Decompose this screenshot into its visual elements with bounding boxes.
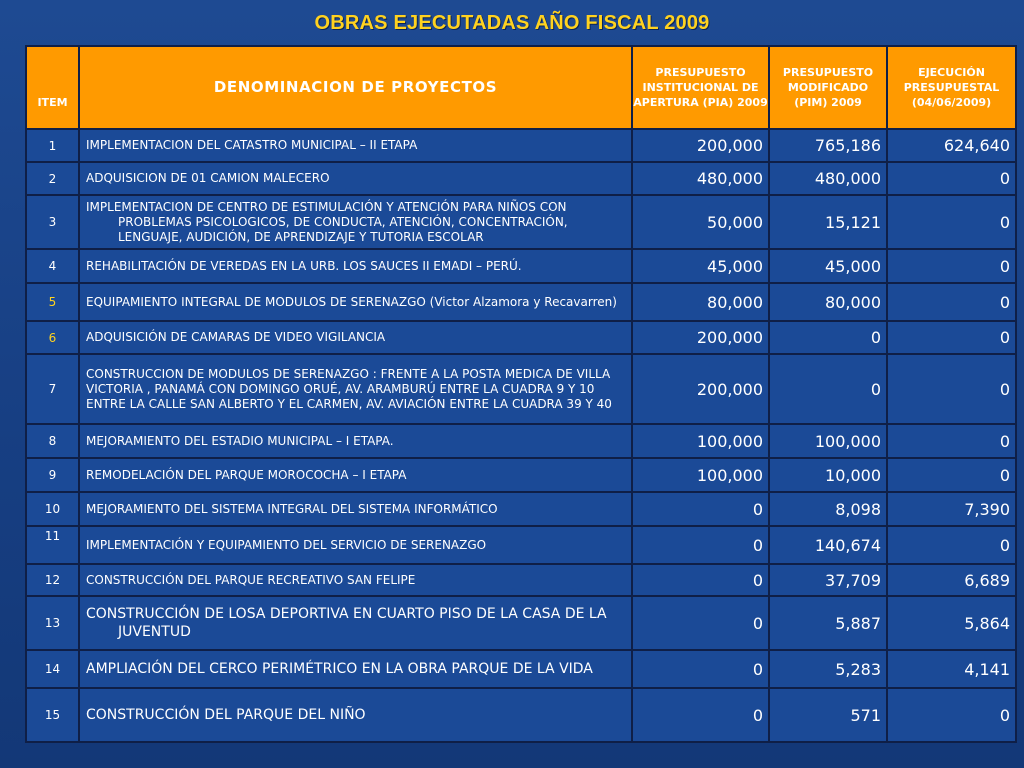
item-number: 5	[26, 283, 79, 321]
table-row	[26, 283, 1016, 321]
pim-value: 140,674	[769, 526, 887, 564]
ejecucion-value: 0	[887, 195, 1016, 249]
pia-value: 0	[632, 564, 769, 596]
project-name: AMPLIACIÓN DEL CERCO PERIMÉTRICO EN LA OBRA PARQUE DE LA VIDA	[79, 650, 632, 688]
ejecucion-value: 0	[887, 162, 1016, 195]
pim-value: 5,283	[769, 650, 887, 688]
pia-value: 100,000	[632, 424, 769, 458]
ejecucion-value: 0	[887, 354, 1016, 424]
pim-value: 15,121	[769, 195, 887, 249]
project-name: CONSTRUCCIÓN DEL PARQUE DEL NIÑO	[79, 688, 632, 742]
pim-value: 37,709	[769, 564, 887, 596]
project-name: CONSTRUCCIÓN DE LOSA DEPORTIVA EN CUARTO PISO DE LA CASA DE LA JUVENTUD	[79, 596, 632, 650]
table-row	[26, 129, 1016, 162]
table-row	[26, 424, 1016, 458]
pim-value: 45,000	[769, 249, 887, 283]
header-item: ITEM	[26, 46, 79, 129]
pia-value: 80,000	[632, 283, 769, 321]
pia-value: 0	[632, 650, 769, 688]
item-number: 14	[26, 650, 79, 688]
item-number: 4	[26, 249, 79, 283]
ejecucion-value: 0	[887, 249, 1016, 283]
item-number: 9	[26, 458, 79, 492]
item-number: 12	[26, 564, 79, 596]
pia-value: 0	[632, 492, 769, 526]
project-name: IMPLEMENTACION DE CENTRO DE ESTIMULACIÓN Y ATENCIÓN PARA NIÑOS CON PROBLEMAS PSICOLOGICOS, DE CONDUCTA, ATENCIÓN, CONCENTRACIÓN, LENGUAJE, AUDICIÓN, DE APRENDIZAJE Y TUTORIA ESCOLAR	[79, 195, 632, 249]
item-number: 13	[26, 596, 79, 650]
item-number: 15	[26, 688, 79, 742]
project-name: IMPLEMENTACIÓN Y EQUIPAMIENTO DEL SERVICIO DE SERENAZGO	[79, 526, 632, 564]
table-row	[26, 650, 1016, 688]
ejecucion-value: 624,640	[887, 129, 1016, 162]
pim-value: 571	[769, 688, 887, 742]
table-row	[26, 195, 1016, 249]
table-row	[26, 688, 1016, 742]
project-name: CONSTRUCCIÓN DEL PARQUE RECREATIVO SAN FELIPE	[79, 564, 632, 596]
pia-value: 480,000	[632, 162, 769, 195]
table-row	[26, 321, 1016, 354]
ejecucion-value: 4,141	[887, 650, 1016, 688]
header-denominacion: DENOMINACION DE PROYECTOS	[79, 46, 632, 129]
ejecucion-value: 6,689	[887, 564, 1016, 596]
pim-value: 10,000	[769, 458, 887, 492]
project-name: IMPLEMENTACION DEL CATASTRO MUNICIPAL – II ETAPA	[79, 129, 632, 162]
pim-value: 0	[769, 321, 887, 354]
projects-table	[25, 45, 1017, 743]
project-name: REHABILITACIÓN DE VEREDAS EN LA URB. LOS SAUCES II EMADI – PERÚ.	[79, 249, 632, 283]
item-number: 8	[26, 424, 79, 458]
pim-value: 5,887	[769, 596, 887, 650]
project-name: ADQUISICIÓN DE CAMARAS DE VIDEO VIGILANCIA	[79, 321, 632, 354]
table-row	[26, 564, 1016, 596]
table-row	[26, 354, 1016, 424]
page-title: OBRAS EJECUTADAS AÑO FISCAL 2009	[314, 12, 710, 34]
project-name: MEJORAMIENTO DEL SISTEMA INTEGRAL DEL SISTEMA INFORMÁTICO	[79, 492, 632, 526]
pim-value: 100,000	[769, 424, 887, 458]
pia-value: 50,000	[632, 195, 769, 249]
item-number: 7	[26, 354, 79, 424]
pia-value: 0	[632, 596, 769, 650]
header-ejecucion: EJECUCIÓN PRESUPUESTAL (04/06/2009)	[887, 46, 1016, 129]
table-row	[26, 249, 1016, 283]
pia-value: 200,000	[632, 321, 769, 354]
pia-value: 45,000	[632, 249, 769, 283]
project-name: ADQUISICION DE 01 CAMION MALECERO	[79, 162, 632, 195]
ejecucion-value: 7,390	[887, 492, 1016, 526]
item-number: 11	[26, 526, 79, 564]
header-pia: PRESUPUESTO INSTITUCIONAL DE APERTURA (PIA) 2009	[632, 46, 769, 129]
pim-value: 8,098	[769, 492, 887, 526]
ejecucion-value: 5,864	[887, 596, 1016, 650]
table-row	[26, 162, 1016, 195]
ejecucion-value: 0	[887, 283, 1016, 321]
pia-value: 0	[632, 688, 769, 742]
table-row	[26, 526, 1016, 564]
ejecucion-value: 0	[887, 458, 1016, 492]
ejecucion-value: 0	[887, 424, 1016, 458]
pia-value: 200,000	[632, 129, 769, 162]
item-number: 6	[26, 321, 79, 354]
item-number: 2	[26, 162, 79, 195]
table-row	[26, 492, 1016, 526]
header-row	[26, 46, 1016, 129]
ejecucion-value: 0	[887, 321, 1016, 354]
project-name: REMODELACIÓN DEL PARQUE MOROCOCHA – I ETAPA	[79, 458, 632, 492]
project-name: MEJORAMIENTO DEL ESTADIO MUNICIPAL – I ETAPA.	[79, 424, 632, 458]
project-name: CONSTRUCCION DE MODULOS DE SERENAZGO : FRENTE A LA POSTA MEDICA DE VILLA VICTORIA , PANAMÁ CON DOMINGO ORUÉ, AV. ARAMBURÚ ENTRE LA CUADRA 9 Y 10 ENTRE LA CALLE SAN ALBERTO Y EL CARMEN, AV. AVIACIÓN ENTRE LA CUADRA 39 Y 40	[79, 354, 632, 424]
pia-value: 200,000	[632, 354, 769, 424]
pia-value: 100,000	[632, 458, 769, 492]
item-number: 3	[26, 195, 79, 249]
ejecucion-value: 0	[887, 526, 1016, 564]
table-row	[26, 596, 1016, 650]
project-name: EQUIPAMIENTO INTEGRAL DE MODULOS DE SERENAZGO (Victor Alzamora y Recavarren)	[79, 283, 632, 321]
header-pim: PRESUPUESTO MODIFICADO (PIM) 2009	[769, 46, 887, 129]
pim-value: 80,000	[769, 283, 887, 321]
pim-value: 765,186	[769, 129, 887, 162]
table-row	[26, 458, 1016, 492]
item-number: 10	[26, 492, 79, 526]
pim-value: 0	[769, 354, 887, 424]
ejecucion-value: 0	[887, 688, 1016, 742]
pia-value: 0	[632, 526, 769, 564]
pim-value: 480,000	[769, 162, 887, 195]
item-number: 1	[26, 129, 79, 162]
